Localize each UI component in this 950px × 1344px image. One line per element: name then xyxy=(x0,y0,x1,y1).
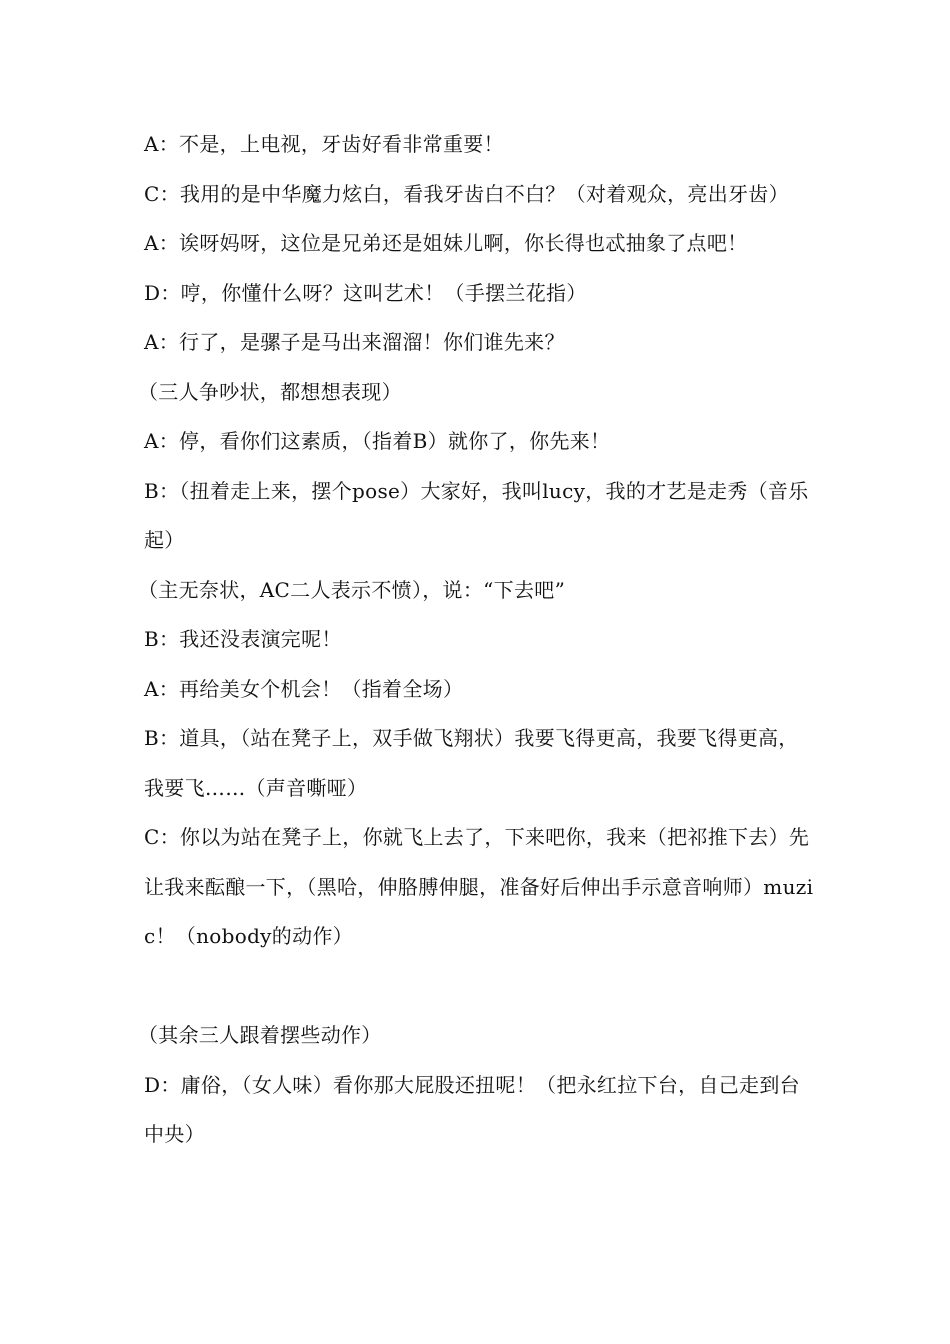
dialogue-line: C：我用的是中华魔力炫白，看我牙齿白不白？（对着观众，亮出牙齿） xyxy=(144,181,789,206)
dialogue-line: A：不是，上电视，牙齿好看非常重要！ xyxy=(144,132,504,156)
stage-direction: （主无奈状，AC二人表示不愤），说：“下去吧” xyxy=(138,577,566,602)
dialogue-line: A：诶呀妈呀，这位是兄弟还是姐妹儿啊，你长得也忒抽象了点吧！ xyxy=(144,231,748,255)
dialogue-line: A：再给美女个机会！（指着全场） xyxy=(144,676,464,701)
stage-direction: （其余三人跟着摆些动作） xyxy=(138,1023,382,1047)
blank-line xyxy=(144,962,814,1012)
dialogue-line: D：庸俗，（女人味）看你那大屁股还扭呢！（把永红拉下台，自己走到台中央） xyxy=(144,1072,800,1146)
dialogue-line: A：行了，是骡子是马出来溜溜！你们谁先来？ xyxy=(144,330,565,354)
dialogue-line: C：你以为站在凳子上，你就飞上去了，下来吧你，我来（把祁推下去）先让我来酝酿一下，（黑哈，伸胳膊伸腿，准备好后伸出手示意音响师）muzic！（nobody的动作） xyxy=(144,825,814,948)
script-text xyxy=(138,120,814,1160)
dialogue-line: B：道具，（站在凳子上，双手做飞翔状）我要飞得更高，我要飞得更高，我要飞……（声音嘶哑） xyxy=(144,726,799,800)
dialogue-line: B：（扭着走上来，摆个pose）大家好，我叫lucy，我的才艺是走秀（音乐起） xyxy=(144,478,809,552)
dialogue-line: B：我还没表演完呢！ xyxy=(144,627,342,651)
dialogue-line: A：停，看你们这素质，（指着B）就你了，你先来！ xyxy=(144,429,611,453)
stage-direction: （三人争吵状，都想想表现） xyxy=(138,379,402,404)
dialogue-line: D：哼，你懂什么呀？这叫艺术！（手摆兰花指） xyxy=(144,280,587,305)
